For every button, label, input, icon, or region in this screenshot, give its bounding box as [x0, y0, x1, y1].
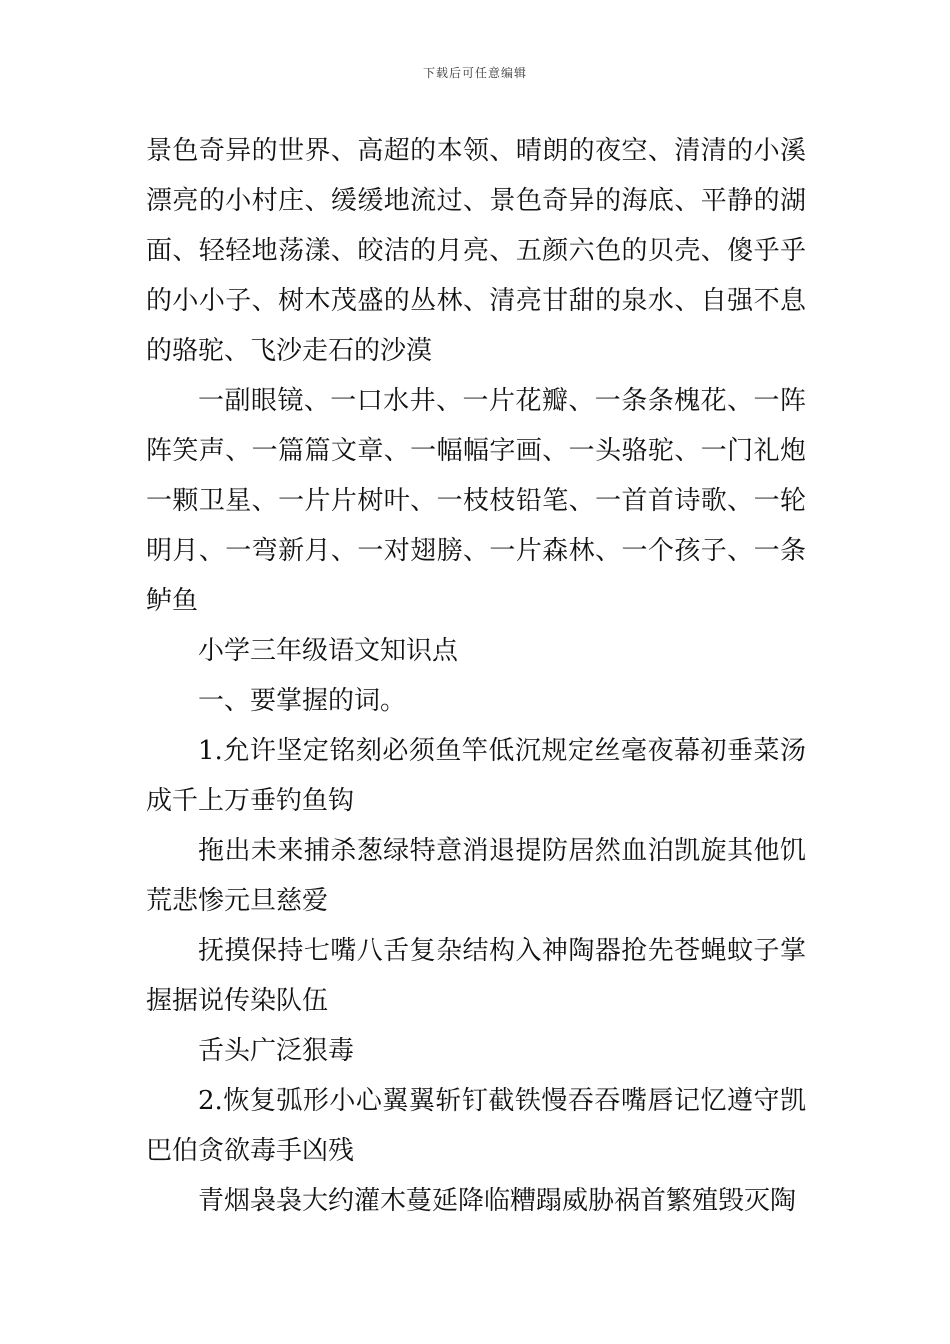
paragraph-word-list-2: 拖出未来捕杀葱绿特意消退提防居然血泊凯旋其他饥荒悲惨元旦慈爱 — [146, 836, 806, 916]
page-header: 下载后可任意编辑 — [422, 66, 527, 80]
paragraph-word-list-4: 舌头广泛狠毒 — [198, 1036, 355, 1066]
section-heading-words: 一、要掌握的词。 — [198, 686, 407, 716]
paragraph-word-list-3: 抚摸保持七嘴八舌复杂结构入神陶器抢先苍蝇蚊子掌握据说传染队伍 — [146, 936, 806, 1016]
section-title: 小学三年级语文知识点 — [198, 636, 459, 666]
paragraph-descriptive-phrases: 景色奇异的世界、高超的本领、晴朗的夜空、清清的小溪漂亮的小村庄、缓缓地流过、景色奇异的海底、平静的湖面、轻轻地荡漾、皎洁的月亮、五颜六色的贝壳、傻乎乎的小小子、树木茂盛的丛林、清亮甘甜的泉水、自强不息的骆驼、飞沙走石的沙漠 — [146, 136, 806, 366]
paragraph-word-list-5: 2.恢复弧形小心翼翼斩钉截铁慢吞吞嘴唇记忆遵守凯巴伯贪欲毒手凶残 — [146, 1086, 806, 1166]
document-body — [146, 126, 806, 1226]
paragraph-word-list-6: 青烟袅袅大约灌木蔓延降临糟蹋威胁祸首繁殖毁灭陶 — [198, 1186, 797, 1216]
paragraph-measure-words: 一副眼镜、一口水井、一片花瓣、一条条槐花、一阵阵笑声、一篇篇文章、一幅幅字画、一头骆驼、一门礼炮一颗卫星、一片片树叶、一枝枝铅笔、一首首诗歌、一轮明月、一弯新月、一对翅膀、一片森林、一个孩子、一条鲈鱼 — [146, 386, 806, 616]
paragraph-word-list-1: 1.允许坚定铭刻必须鱼竿低沉规定丝毫夜幕初垂菜汤成千上万垂钓鱼钩 — [146, 736, 806, 816]
